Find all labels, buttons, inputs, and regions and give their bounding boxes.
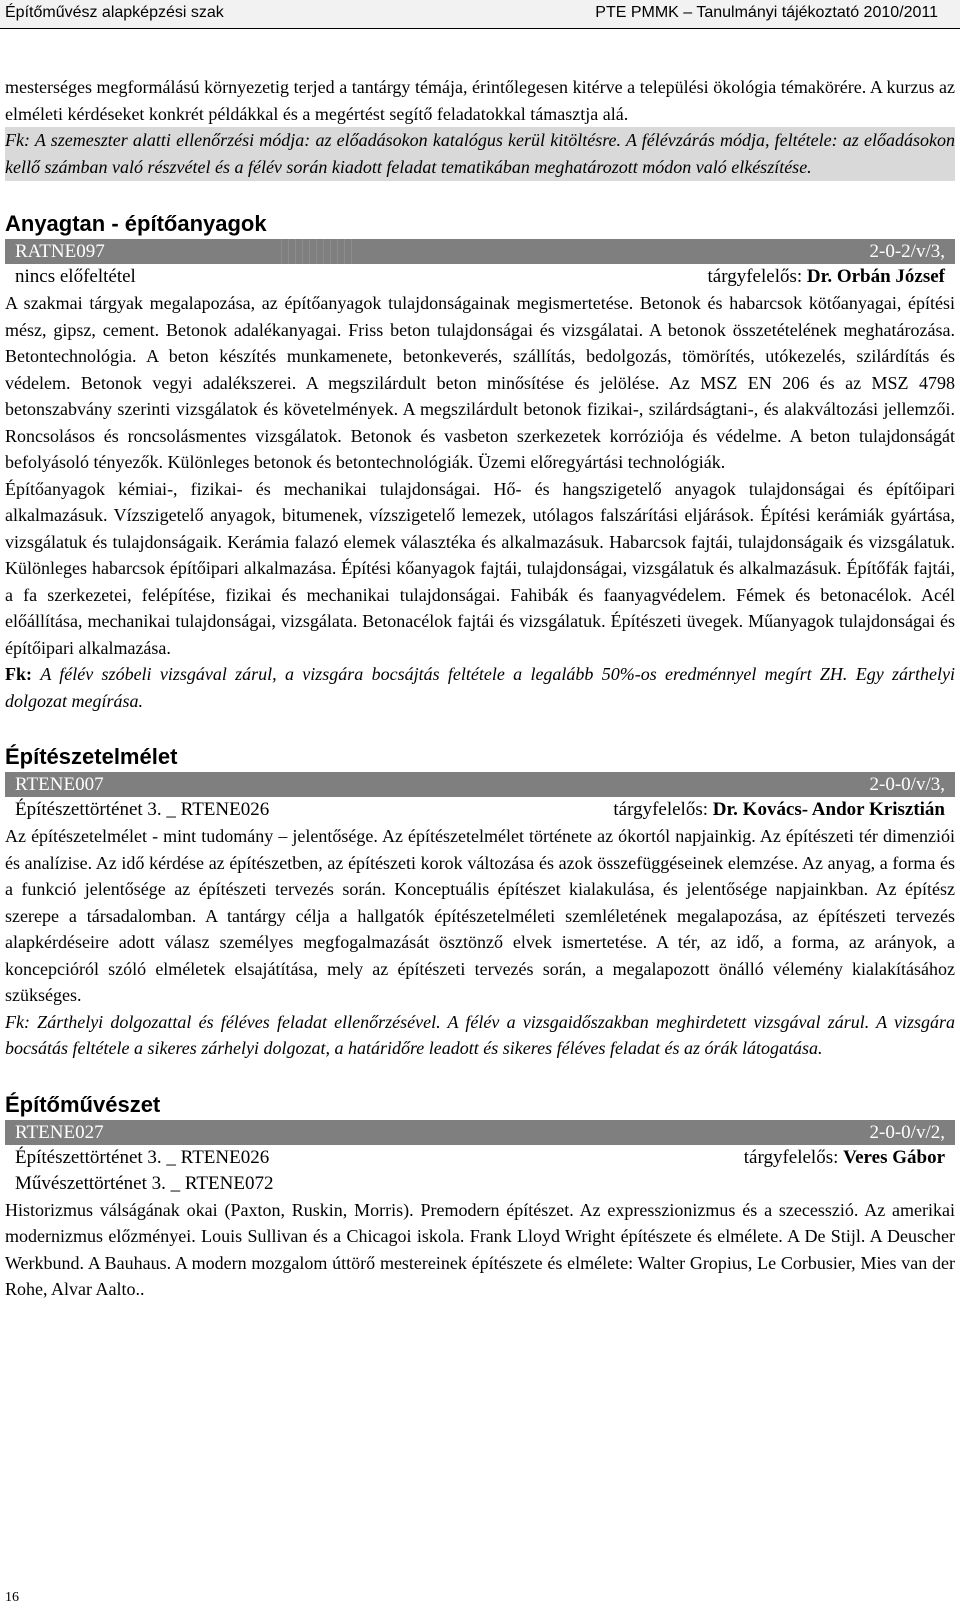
- page-content: [5, 74, 955, 1303]
- responsible: [613, 797, 945, 823]
- running-header: [0, 0, 960, 29]
- header-program: Építőművész alapképzési szak: [5, 4, 224, 21]
- course-credits: 2-0-0/v/3,: [869, 774, 945, 795]
- prerequisite: Építészettörténet 3. _ RTENE026: [15, 799, 270, 820]
- assessment-text: Fk: A szemeszter alatti ellenőrzési módja: az előadásokon katalógus kerül kitöltésre. A félévzárás módja, feltétele: az előadásokon kellő számban való részvétel és a félév során kiadott feladat tematikában meghatározott módon való elkészítése.: [5, 130, 955, 177]
- course-code: RATNE097: [15, 241, 105, 262]
- course-meta-2: [5, 1171, 955, 1197]
- prerequisite-2: Művészettörténet 3. _ RTENE072: [15, 1172, 274, 1194]
- course-requirements: [5, 661, 955, 714]
- course-meta: [5, 264, 955, 290]
- course-meta: [5, 1145, 955, 1171]
- responsible: [708, 264, 945, 290]
- course-code: RTENE007: [15, 774, 104, 795]
- course-code-bar: [5, 239, 955, 264]
- course-credits: 2-0-2/v/3,: [869, 241, 945, 262]
- responsible-name: Veres Gábor: [843, 1146, 945, 1168]
- responsible-label: tárgyfelelős:: [707, 266, 803, 287]
- responsible-label: tárgyfelelős:: [743, 1146, 839, 1168]
- responsible-name: Dr. Orbán József: [806, 266, 945, 287]
- page-number: 16: [5, 1590, 19, 1605]
- prerequisite: Építészettörténet 3. _ RTENE026: [15, 1146, 270, 1168]
- intro-paragraph: mesterséges megformálású környezetig terjed a tantárgy témája, érintőlegesen kitérve a települési ökológia témakörére. A kurzus az elméleti kérdéseket konkrét példákkal és a megértést segítő feladatokkal támasztja alá.: [5, 77, 955, 124]
- assessment-box: [5, 127, 955, 181]
- course-title-epiteszetelmelet: Építészetelmélet: [5, 744, 178, 769]
- course-description: Az építészetelmélet - mint tudomány – jelentősége. Az építészetelmélet története az ókortól napjainkig. Az építészeti tér dimenziói és analízise. Az idő kérdése az építészetben, az építészeti korok változása és azok összefüggéseinek elemzése. Az anyag, a forma és a funkció jelentősége az építészeti tervezés során. Konceptuális építészet kialakulása, és jelentősége napjainkban. Az építész szerepe a társadalomban. A tantárgy célja a hallgatók építészetelméleti szemléletének megalapozása, az építészeti tervezés alapkérdéseire adott válasz személyes megfogalmazását ösztönző elvek ismertetése. A tér, az idő, a forma, az arányok, a koncepcióról szóló elméletek elsajátítása, mely az építészeti tervezés során, a megalapozott önálló vélemény kialakításához szükséges.: [5, 826, 955, 1005]
- prerequisite: nincs előfeltétel: [15, 266, 136, 287]
- course-credits: 2-0-0/v/2,: [869, 1121, 945, 1143]
- course-requirements: Fk: Zárthelyi dolgozattal és féléves feladat ellenőrzésével. A félév a vizsgaidőszakban meghirdetett vizsgával zárul. A vizsgára bocsátás feltétele a sikeres zárhelyi dolgozat, a határidőre leadott és sikeres féléves feladat és az órák látogatása.: [5, 1011, 955, 1058]
- code-bar-pattern: [275, 239, 355, 264]
- course-code-bar: [5, 1120, 955, 1145]
- course-meta: [5, 797, 955, 823]
- course-description: Historizmus válságának okai (Paxton, Ruskin, Morris). Premodern építészet. Az expresszionizmus és a szecesszió. Az amerikai modernizmus előzményei. Louis Sullivan és a Chicagoi iskola. Frank Lloyd Wright építészete és elmélete. A De Stijl. A Deuscher Werkbund. A Bauhaus. A modern mozgalom úttörő mestereinek építészete és elmélete: Walter Gropius, Le Corbusier, Mies van der Rohe, Alvar Aalto..: [5, 1199, 955, 1299]
- course-title-epitomuveszet: Építőművészet: [5, 1091, 161, 1117]
- responsible-name: Dr. Kovács- Andor Krisztián: [712, 799, 945, 820]
- responsible: [744, 1145, 945, 1171]
- fk-label: Fk:: [5, 664, 32, 684]
- course-description-2: Építőanyagok kémiai-, fizikai- és mechanikai tulajdonságai. Hő- és hangszigetelő anyagok tulajdonságai és építőipari alkalmazásuk. Vízszigetelő anyagok, bitumenek, vízszigetelő lemezek, utólagos falszárítási eljárások. Építési kerámiák gyártása, vizsgálatuk és tulajdonságaik. Kerámia falazó elemek választéka és alkalmazásuk. Habarcsok fajtái, tulajdonságaik és vizsgálatuk. Különleges habarcsok építőipari alkalmazása. Építési kőanyagok fajtái, tulajdonságai, vizsgálatuk és alkalmazásuk. Építőfák fajtái, a fa szerkezetei, felépítése, fizikai és mechanikai tulajdonságai. Fahibák és faanyagvédelem. Fémek és betonacélok. Acél előállítása, mechanikai tulajdonságai, vizsgálata. Betonacélok fajtái és vizsgálatuk. Építészeti üvegek. Műanyagok tulajdonságai és építőipari alkalmazása.: [5, 478, 955, 658]
- course-title-anyagtan: Anyagtan - építőanyagok: [5, 211, 267, 236]
- course-description: A szakmai tárgyak megalapozása, az építőanyagok tulajdonságainak megismertetése. Betonok és habarcsok kötőanyagai, építési mész, gipsz, cement. Betonok adalékanyagai. Friss beton tulajdonságai és vizsgálatai. A betonok összetételének meghatározása. Betontechnológia. A beton készítés munkamenete, betonkeverés, szállítás, bedolgozás, tömörítés, utókezelés, szilárdítás és védelem. Betonok vegyi adalékszerei. A megszilárdult beton minősítése és jelölése. Az MSZ EN 206 és az MSZ 4798 betonszabvány szerinti vizsgálatok és követelmények. A megszilárdult betonok fizikai-, szilárdságtani-, és alakváltozási jellemzői. Roncsolásos és roncsolásmentes vizsgálatok. Betonok és vasbeton szerkezetek korróziója és védelme. A beton tulajdonságát befolyásoló tényezők. Különleges betonok és betontechnológiák. Üzemi előregyártási technológiák.: [5, 293, 955, 472]
- course-code-bar: [5, 772, 955, 797]
- course-code: RTENE027: [15, 1121, 104, 1143]
- fk-text: A félév szóbeli vizsgával zárul, a vizsgára bocsájtás feltétele a legalább 50%-os eredménnyel megírt ZH. Egy zárthelyi dolgozat megírása.: [5, 664, 956, 711]
- header-publication: PTE PMMK – Tanulmányi tájékoztató 2010/2011: [595, 4, 938, 21]
- responsible-label: tárgyfelelős:: [613, 799, 709, 820]
